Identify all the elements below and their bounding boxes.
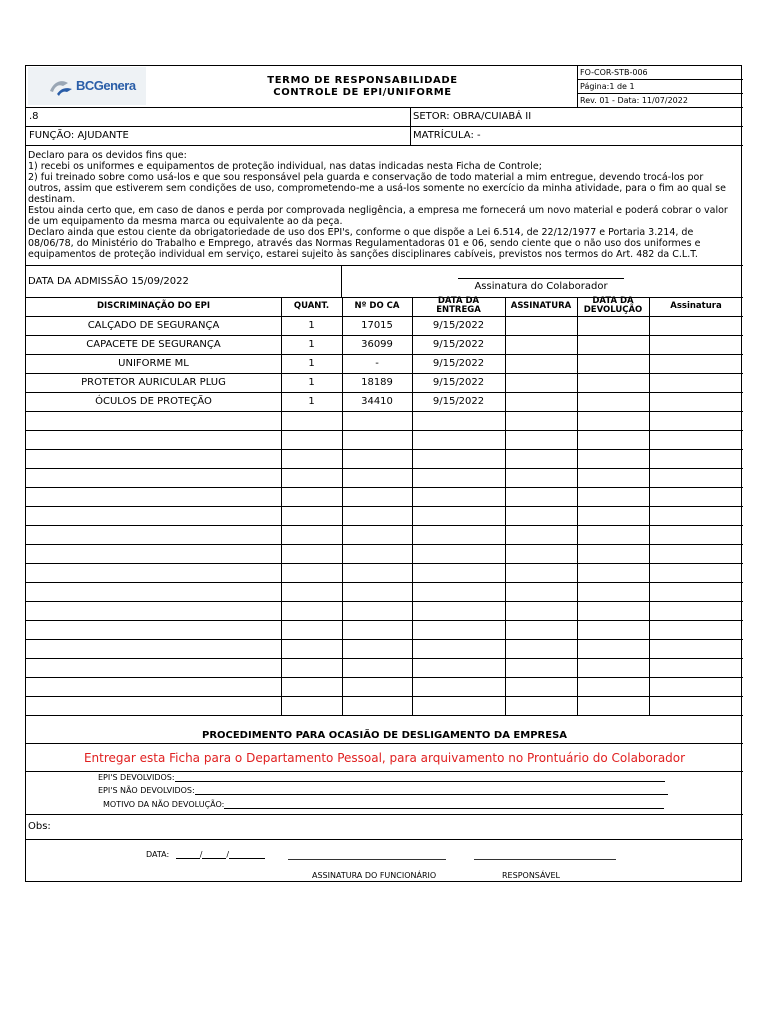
declaration-line: Estou ainda certo que, em caso de danos e perda por comprovada negligência, a empresa me fornecerá um novo material e poderá cobrar o valor [28, 205, 728, 216]
termination-instruction: Entregar esta Ficha para o Departamento Pessoal, para arquivamento no Prontuário do Colaborador [83, 751, 686, 765]
epis-returned-field [98, 773, 665, 782]
row-date: 9/15/2022 [432, 377, 485, 388]
epis-not-returned-line[interactable] [195, 794, 668, 795]
employee-sector: SETOR: OBRA/CUIABÁ II [413, 111, 532, 122]
col-header-delivery-l1: DATA DA [437, 296, 480, 306]
epi-form [25, 65, 742, 882]
row-item: CALÇADO DE SEGURANÇA [87, 320, 220, 331]
declaration-line: 08/06/78, do Ministério do Trabalho e Emprego, através das Normas Regulamentadoras 01 e 06, sendo ciente que o não uso dos uniformes e [28, 238, 701, 249]
table-row-line [26, 430, 743, 431]
row-ca: - [375, 358, 379, 369]
form-title-line2: CONTROLE DE EPI/UNIFORME [273, 87, 452, 98]
col-header-return-l2: DEVOLUÇÃO [583, 305, 643, 315]
obs-label: Obs: [28, 821, 51, 832]
non-return-reason-line[interactable] [224, 808, 664, 809]
employee-function: FUNÇÃO: AJUDANTE [29, 130, 129, 141]
row-ca: 34410 [361, 396, 393, 407]
declaration-line: de um equipamento da mesma marca ou equivalente ao da peça. [28, 216, 343, 227]
row-qty: 1 [308, 358, 315, 369]
col-header-signature: ASSINATURA [510, 301, 572, 311]
row-date: 9/15/2022 [432, 396, 485, 407]
col-header-delivery-l2: ENTREGA [436, 305, 481, 315]
row-qty: 1 [308, 377, 315, 388]
row-item: PROTETOR AURICULAR PLUG [81, 377, 226, 388]
table-row-line [26, 354, 743, 355]
col-header-ca: Nº DO CA [354, 301, 400, 311]
epis-returned-label: EPI'S DEVOLVIDOS: [98, 773, 175, 782]
admission-date: DATA DA ADMISSÃO 15/09/2022 [28, 276, 189, 287]
employee-registration: MATRÍCULA: - [413, 130, 481, 141]
table-row-line [26, 544, 743, 545]
table-column-line [281, 297, 282, 715]
col-header-qty: QUANT. [293, 301, 330, 311]
table-row-line [26, 620, 743, 621]
col-header-return [577, 295, 649, 317]
table-row-line [26, 335, 743, 336]
row-item: CAPACETE DE SEGURANÇA [86, 339, 221, 350]
row-ca: 18189 [361, 377, 393, 388]
date-year-line[interactable] [229, 858, 265, 859]
revision-info: Rev. 01 - Data: 11/07/2022 [580, 96, 688, 105]
date-day-line[interactable] [176, 858, 200, 859]
row-ca: 36099 [361, 339, 393, 350]
company-logo [28, 67, 146, 105]
row-qty: 1 [308, 396, 315, 407]
termination-title: PROCEDIMENTO PARA OCASIÃO DE DESLIGAMENTO DA EMPRESA [201, 730, 568, 741]
table-row-line [26, 601, 743, 602]
logo-text: BCGenera [76, 78, 136, 93]
form-title-line1: TERMO DE RESPONSABILIDADE [267, 75, 458, 86]
declaration-line: Declaro para os devidos fins que: [28, 150, 187, 161]
epis-not-returned-label: EPI'S NÃO DEVOLVIDOS: [98, 786, 195, 795]
declaration-line: 2) fui treinado sobre como usá-los e que sou responsável pela guarda e conservação de todo material a mim entregue, devendo trocá-los por [28, 172, 704, 183]
row-date: 9/15/2022 [432, 320, 485, 331]
date-month-line[interactable] [202, 858, 226, 859]
table-row-line [26, 582, 743, 583]
logo-mark-icon [48, 77, 74, 97]
page-number: Página:1 de 1 [580, 82, 635, 91]
table-column-line [342, 297, 343, 715]
row-date: 9/15/2022 [432, 358, 485, 369]
table-row-line [26, 487, 743, 488]
row-item: ÓCULOS DE PROTEÇÃO [95, 396, 212, 407]
table-row-line [26, 316, 743, 317]
responsible-label: RESPONSÁVEL [502, 871, 560, 880]
table-row-line [26, 525, 743, 526]
declaration-line: Declaro ainda que estou ciente da obrigatoriedade de uso dos EPI's, conforme o que dispõe a Lei 6.514, de 22/12/1977 e Portaria 3.214, de [28, 227, 694, 238]
employee-signature-label: ASSINATURA DO FUNCIONÁRIO [312, 871, 437, 880]
row-ca: 17015 [361, 320, 393, 331]
declaration-line: equipamentos de proteção individual em serviço, estarei sujeito às sanções disciplinares cabíveis, previstos nos termos do Art. 482 da C.L.T. [28, 249, 698, 260]
table-row-line [26, 715, 743, 716]
table-row-line [26, 411, 743, 412]
declaration-line: destinam. [28, 194, 76, 205]
non-return-reason-label: MOTIVO DA NÃO DEVOLUÇÃO: [103, 800, 225, 809]
col-header-return-l1: DATA DA [592, 296, 634, 306]
table-row-line [26, 696, 743, 697]
table-row-line [26, 468, 743, 469]
date-field: DATA: / / [146, 850, 265, 859]
table-column-line [649, 297, 650, 715]
row-item: UNIFORME ML [118, 358, 189, 369]
table-row-line [26, 373, 743, 374]
employee-name: .8 [29, 111, 39, 122]
table-row-line [26, 563, 743, 564]
col-header-item: DISCRIMINAÇÃO DO EPI [96, 301, 211, 311]
table-column-line [505, 297, 506, 715]
row-date: 9/15/2022 [432, 339, 485, 350]
row-qty: 1 [308, 339, 315, 350]
epis-not-returned-field [98, 786, 668, 795]
form-code: FO-COR-STB-006 [580, 68, 648, 77]
employee-signature-line[interactable] [288, 859, 446, 860]
table-column-line [577, 297, 578, 715]
declaration-line: outros, assim que estiverem sem condições de uso, comprometendo-me a usá-los somente no exercício da minha atividade, para o fim ao qual se [28, 183, 726, 194]
declaration-text [28, 150, 741, 260]
table-row-line [26, 658, 743, 659]
col-header-signature2: Assinatura [670, 301, 722, 311]
non-return-reason-field [103, 800, 664, 809]
declaration-line: 1) recebi os uniformes e equipamentos de proteção individual, nas datas indicadas nesta Ficha de Controle; [28, 161, 542, 172]
table-row-line [26, 449, 743, 450]
table-column-line [412, 297, 413, 715]
col-header-delivery [412, 295, 505, 317]
table-row-line [26, 677, 743, 678]
responsible-signature-line[interactable] [474, 859, 616, 860]
date-label: DATA: [146, 850, 170, 859]
row-qty: 1 [308, 320, 315, 331]
collaborator-signature-label: Assinatura do Colaborador [474, 281, 608, 292]
table-row-line [26, 392, 743, 393]
epis-returned-line[interactable] [175, 781, 665, 782]
table-row-line [26, 506, 743, 507]
table-row-line [26, 639, 743, 640]
